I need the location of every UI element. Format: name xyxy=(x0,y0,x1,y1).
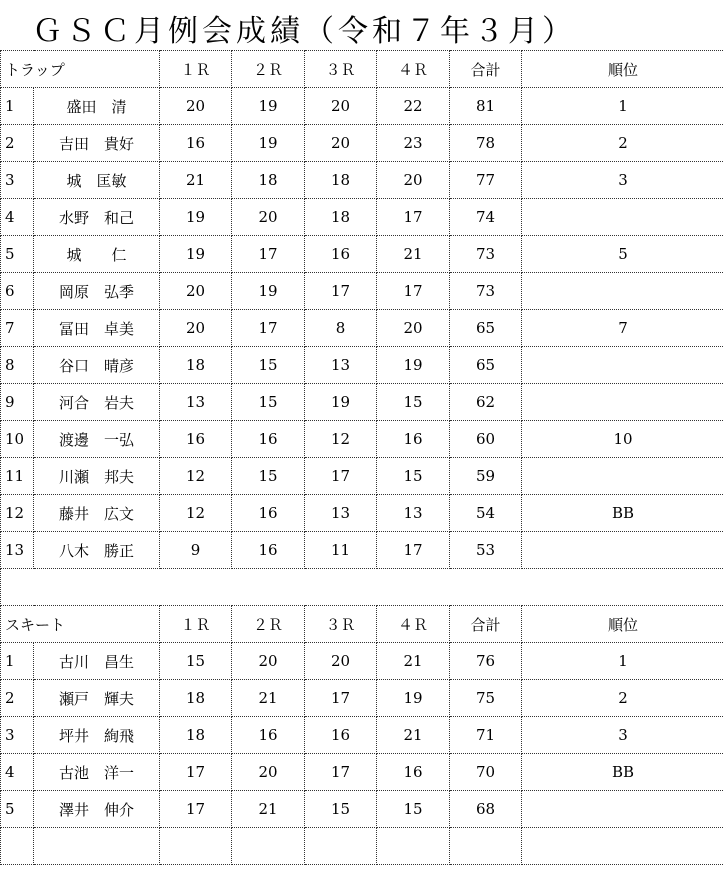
table-row xyxy=(1,88,724,125)
cell-r4: 17 xyxy=(377,199,450,236)
cell-r2: 16 xyxy=(232,532,305,569)
cell-no: 2 xyxy=(1,125,34,162)
cell-total: 73 xyxy=(450,236,522,273)
cell-r1: 13 xyxy=(160,384,232,421)
cell-r3: 19 xyxy=(305,384,377,421)
cell-name: 河合 岩夫 xyxy=(34,384,160,421)
column-header-rank: 順位 xyxy=(522,51,724,88)
cell-name: 川瀬 邦夫 xyxy=(34,458,160,495)
empty-cell xyxy=(522,828,724,865)
cell-r3: 18 xyxy=(305,162,377,199)
column-header-r3: ３Ｒ xyxy=(305,51,377,88)
cell-r2: 16 xyxy=(232,495,305,532)
cell-name: 谷口 晴彦 xyxy=(34,347,160,384)
cell-r3: 20 xyxy=(305,643,377,680)
results-table xyxy=(0,50,724,865)
cell-r4: 13 xyxy=(377,495,450,532)
empty-cell xyxy=(1,569,34,606)
cell-name: 古池 洋一 xyxy=(34,754,160,791)
cell-no: 9 xyxy=(1,384,34,421)
cell-r2: 17 xyxy=(232,236,305,273)
cell-total: 68 xyxy=(450,791,522,828)
cell-r4: 19 xyxy=(377,680,450,717)
cell-no: 11 xyxy=(1,458,34,495)
title-bar xyxy=(0,0,724,50)
cell-name: 水野 和己 xyxy=(34,199,160,236)
table-row xyxy=(1,495,724,532)
empty-cell xyxy=(450,828,522,865)
table-row xyxy=(1,532,724,569)
cell-total: 74 xyxy=(450,199,522,236)
cell-r1: 20 xyxy=(160,273,232,310)
table-row xyxy=(1,680,724,717)
cell-total: 71 xyxy=(450,717,522,754)
column-header-r2: ２Ｒ xyxy=(232,606,305,643)
table-row xyxy=(1,199,724,236)
cell-no: 10 xyxy=(1,421,34,458)
cell-r2: 19 xyxy=(232,88,305,125)
cell-r2: 21 xyxy=(232,680,305,717)
cell-rank xyxy=(522,199,724,236)
cell-total: 65 xyxy=(450,310,522,347)
cell-r1: 17 xyxy=(160,754,232,791)
page-title: ＧＳＣ月例会成績（令和７年３月） xyxy=(32,14,576,49)
table-row xyxy=(1,791,724,828)
cell-total: 73 xyxy=(450,273,522,310)
empty-cell xyxy=(232,569,305,606)
table-row xyxy=(1,458,724,495)
table-row xyxy=(1,717,724,754)
cell-r1: 18 xyxy=(160,680,232,717)
cell-r4: 23 xyxy=(377,125,450,162)
cell-rank xyxy=(522,384,724,421)
empty-cell xyxy=(232,828,305,865)
cell-total: 78 xyxy=(450,125,522,162)
cell-r2: 16 xyxy=(232,717,305,754)
cell-no: 3 xyxy=(1,162,34,199)
cell-no: 7 xyxy=(1,310,34,347)
skeet-header-row xyxy=(1,606,724,643)
cell-no: 6 xyxy=(1,273,34,310)
cell-r4: 15 xyxy=(377,384,450,421)
cell-r2: 21 xyxy=(232,791,305,828)
table-row xyxy=(1,347,724,384)
cell-rank xyxy=(522,273,724,310)
cell-name: 城 匡敏 xyxy=(34,162,160,199)
cell-r2: 15 xyxy=(232,347,305,384)
cell-r4: 17 xyxy=(377,532,450,569)
cell-no: 1 xyxy=(1,88,34,125)
cell-r4: 21 xyxy=(377,236,450,273)
empty-cell xyxy=(305,828,377,865)
column-header-rank: 順位 xyxy=(522,606,724,643)
cell-r4: 15 xyxy=(377,791,450,828)
cell-no: 4 xyxy=(1,754,34,791)
column-header-r1: １Ｒ xyxy=(160,51,232,88)
empty-cell xyxy=(377,828,450,865)
cell-no: 12 xyxy=(1,495,34,532)
cell-r2: 19 xyxy=(232,125,305,162)
cell-rank: 1 xyxy=(522,88,724,125)
cell-r4: 16 xyxy=(377,421,450,458)
cell-r1: 19 xyxy=(160,199,232,236)
table-row xyxy=(1,421,724,458)
empty-cell xyxy=(1,828,34,865)
empty-cell xyxy=(160,569,232,606)
cell-r2: 17 xyxy=(232,310,305,347)
table-row xyxy=(1,125,724,162)
cell-r3: 18 xyxy=(305,199,377,236)
cell-rank: 7 xyxy=(522,310,724,347)
empty-cell xyxy=(450,569,522,606)
cell-no: 5 xyxy=(1,236,34,273)
cell-r1: 20 xyxy=(160,310,232,347)
column-header-r1: １Ｒ xyxy=(160,606,232,643)
cell-name: 冨田 卓美 xyxy=(34,310,160,347)
cell-total: 75 xyxy=(450,680,522,717)
cell-rank xyxy=(522,791,724,828)
skeet-section-label: スキート xyxy=(1,606,160,643)
cell-r3: 16 xyxy=(305,717,377,754)
cell-r4: 21 xyxy=(377,717,450,754)
cell-total: 54 xyxy=(450,495,522,532)
cell-r3: 15 xyxy=(305,791,377,828)
cell-r1: 16 xyxy=(160,421,232,458)
cell-no: 5 xyxy=(1,791,34,828)
cell-name: 坪井 絢飛 xyxy=(34,717,160,754)
cell-no: 1 xyxy=(1,643,34,680)
cell-r1: 16 xyxy=(160,125,232,162)
cell-r2: 20 xyxy=(232,643,305,680)
cell-r2: 16 xyxy=(232,421,305,458)
cell-rank xyxy=(522,347,724,384)
table-row xyxy=(1,236,724,273)
cell-rank: 10 xyxy=(522,421,724,458)
cell-rank: 5 xyxy=(522,236,724,273)
cell-total: 62 xyxy=(450,384,522,421)
cell-r1: 15 xyxy=(160,643,232,680)
cell-name: 古川 昌生 xyxy=(34,643,160,680)
cell-name: 澤井 伸介 xyxy=(34,791,160,828)
cell-name: 城 仁 xyxy=(34,236,160,273)
cell-r3: 17 xyxy=(305,680,377,717)
cell-r4: 19 xyxy=(377,347,450,384)
column-header-total: 合計 xyxy=(450,51,522,88)
empty-cell xyxy=(34,569,160,606)
cell-r2: 20 xyxy=(232,754,305,791)
cell-r1: 20 xyxy=(160,88,232,125)
table-row xyxy=(1,754,724,791)
table-row xyxy=(1,273,724,310)
cell-rank: 3 xyxy=(522,717,724,754)
cell-r1: 12 xyxy=(160,495,232,532)
cell-rank: BB xyxy=(522,754,724,791)
cell-r4: 17 xyxy=(377,273,450,310)
cell-r3: 12 xyxy=(305,421,377,458)
cell-name: 渡邊 一弘 xyxy=(34,421,160,458)
cell-total: 59 xyxy=(450,458,522,495)
cell-total: 76 xyxy=(450,643,522,680)
cell-rank xyxy=(522,532,724,569)
cell-total: 81 xyxy=(450,88,522,125)
cell-r3: 20 xyxy=(305,125,377,162)
empty-cell xyxy=(377,569,450,606)
cell-r4: 22 xyxy=(377,88,450,125)
cell-r2: 15 xyxy=(232,458,305,495)
cell-name: 吉田 貴好 xyxy=(34,125,160,162)
cell-r3: 8 xyxy=(305,310,377,347)
column-header-r3: ３Ｒ xyxy=(305,606,377,643)
empty-row xyxy=(1,828,724,865)
cell-r4: 20 xyxy=(377,162,450,199)
cell-name: 八木 勝正 xyxy=(34,532,160,569)
cell-r1: 18 xyxy=(160,717,232,754)
cell-r3: 16 xyxy=(305,236,377,273)
cell-no: 2 xyxy=(1,680,34,717)
trap-header-row xyxy=(1,51,724,88)
cell-name: 瀬戸 輝夫 xyxy=(34,680,160,717)
cell-rank: 2 xyxy=(522,680,724,717)
cell-r3: 17 xyxy=(305,754,377,791)
cell-r2: 19 xyxy=(232,273,305,310)
cell-r3: 20 xyxy=(305,88,377,125)
column-header-r2: ２Ｒ xyxy=(232,51,305,88)
table-row xyxy=(1,162,724,199)
cell-r2: 20 xyxy=(232,199,305,236)
cell-no: 8 xyxy=(1,347,34,384)
cell-total: 65 xyxy=(450,347,522,384)
cell-r1: 21 xyxy=(160,162,232,199)
cell-rank xyxy=(522,458,724,495)
cell-r3: 17 xyxy=(305,273,377,310)
cell-r1: 12 xyxy=(160,458,232,495)
empty-cell xyxy=(160,828,232,865)
column-header-r4: ４Ｒ xyxy=(377,51,450,88)
cell-r3: 11 xyxy=(305,532,377,569)
cell-rank: BB xyxy=(522,495,724,532)
cell-r3: 13 xyxy=(305,347,377,384)
cell-r1: 19 xyxy=(160,236,232,273)
cell-no: 4 xyxy=(1,199,34,236)
cell-total: 53 xyxy=(450,532,522,569)
table-row xyxy=(1,643,724,680)
cell-r1: 9 xyxy=(160,532,232,569)
cell-r1: 18 xyxy=(160,347,232,384)
cell-r3: 13 xyxy=(305,495,377,532)
cell-total: 60 xyxy=(450,421,522,458)
cell-rank: 2 xyxy=(522,125,724,162)
cell-name: 岡原 弘季 xyxy=(34,273,160,310)
cell-total: 77 xyxy=(450,162,522,199)
column-header-total: 合計 xyxy=(450,606,522,643)
cell-r2: 18 xyxy=(232,162,305,199)
cell-name: 藤井 広文 xyxy=(34,495,160,532)
cell-total: 70 xyxy=(450,754,522,791)
empty-cell xyxy=(34,828,160,865)
empty-cell xyxy=(305,569,377,606)
column-header-r4: ４Ｒ xyxy=(377,606,450,643)
cell-r2: 15 xyxy=(232,384,305,421)
trap-section-label: トラップ xyxy=(1,51,160,88)
cell-no: 3 xyxy=(1,717,34,754)
cell-r4: 16 xyxy=(377,754,450,791)
cell-rank: 1 xyxy=(522,643,724,680)
cell-r4: 15 xyxy=(377,458,450,495)
cell-rank: 3 xyxy=(522,162,724,199)
cell-r3: 17 xyxy=(305,458,377,495)
section-spacer-row xyxy=(1,569,724,606)
cell-no: 13 xyxy=(1,532,34,569)
cell-r4: 20 xyxy=(377,310,450,347)
table-row xyxy=(1,384,724,421)
cell-r4: 21 xyxy=(377,643,450,680)
cell-r1: 17 xyxy=(160,791,232,828)
empty-cell xyxy=(522,569,724,606)
table-row xyxy=(1,310,724,347)
cell-name: 盛田 清 xyxy=(34,88,160,125)
